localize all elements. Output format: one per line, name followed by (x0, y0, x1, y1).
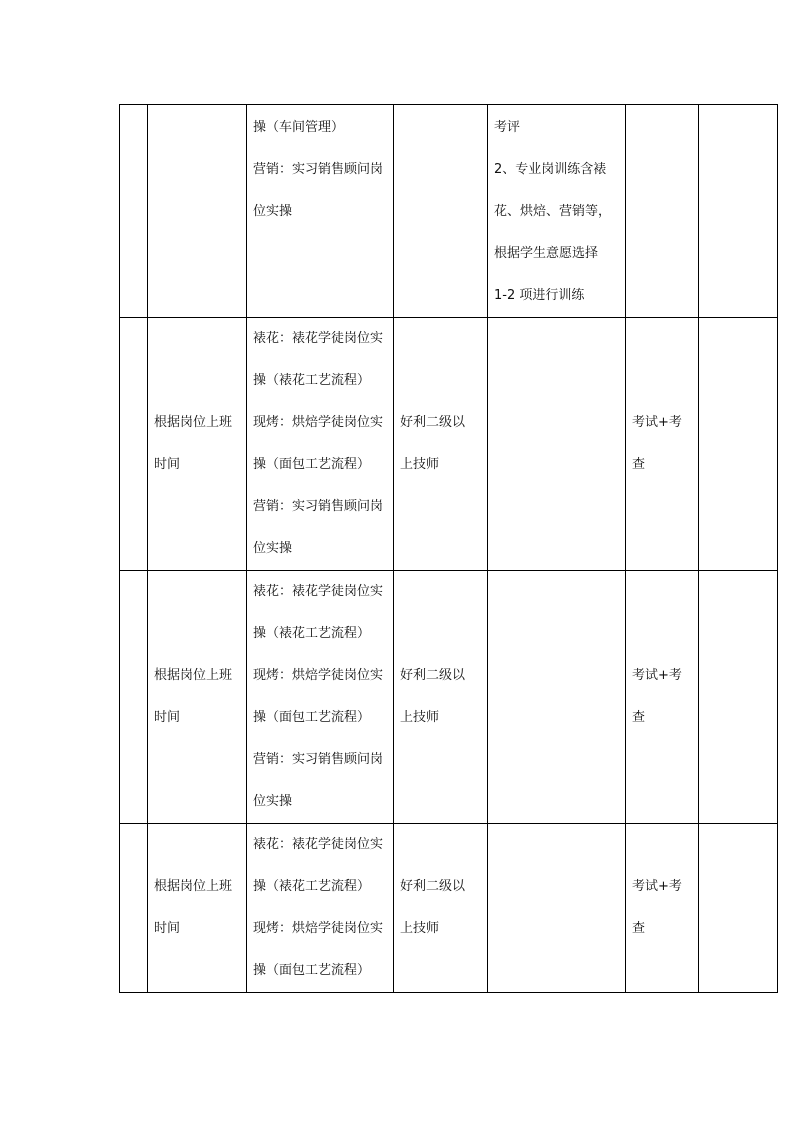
content-line: 操（裱花工艺流程） (253, 373, 371, 388)
content-line: 操（车间管理） (253, 120, 345, 135)
notes-cell (699, 824, 778, 993)
content-cell (247, 571, 394, 824)
content-line: 操（面包工艺流程） (253, 963, 371, 978)
content-line: 操（面包工艺流程） (253, 457, 371, 472)
time-line: 根据岗位上班 (154, 415, 233, 430)
assessment-cell (626, 571, 699, 824)
table-row (120, 824, 778, 993)
time-line: 时间 (154, 710, 181, 725)
content-line: 操（裱花工艺流程） (253, 626, 371, 641)
time-cell (148, 571, 247, 824)
teacher-line: 上技师 (400, 710, 440, 725)
assessment-line: 查 (632, 457, 646, 472)
time-line: 根据岗位上班 (154, 668, 233, 683)
training-schedule-table (119, 104, 778, 993)
content-line: 位实操 (253, 794, 293, 809)
assessment-line: 考试+考 (632, 415, 682, 430)
assessment-cell (626, 318, 699, 571)
time-line: 根据岗位上班 (154, 879, 233, 894)
assessment-line: 查 (632, 921, 646, 936)
content-line: 裱花：裱花学徒岗位实 (253, 837, 384, 852)
teacher-cell (394, 824, 488, 993)
remark-cell (488, 571, 626, 824)
assessment-line: 查 (632, 710, 646, 725)
content-cell (247, 824, 394, 993)
notes-cell (699, 318, 778, 571)
notes-cell (699, 105, 778, 318)
time-line: 时间 (154, 921, 181, 936)
teacher-cell (394, 571, 488, 824)
index-cell (120, 824, 148, 993)
content-line: 现烤：烘焙学徒岗位实 (253, 921, 384, 936)
teacher-line: 好利二级以 (400, 415, 466, 430)
remark-line: 根据学生意愿选择 (494, 246, 599, 261)
content-line: 营销：实习销售顾问岗 (253, 752, 384, 767)
index-cell (120, 318, 148, 571)
remark-line: 2、专业岗训练含裱 (494, 162, 607, 177)
content-line: 操（面包工艺流程） (253, 710, 371, 725)
content-line: 位实操 (253, 541, 293, 556)
remark-cell (488, 105, 626, 318)
index-cell (120, 105, 148, 318)
remark-line: 花、烘焙、营销等， (494, 204, 612, 219)
teacher-line: 好利二级以 (400, 668, 466, 683)
remark-line: 考评 (494, 120, 521, 135)
time-cell (148, 318, 247, 571)
content-line: 位实操 (253, 204, 293, 219)
table-row (120, 571, 778, 824)
assessment-cell (626, 824, 699, 993)
assessment-line: 考试+考 (632, 879, 682, 894)
teacher-line: 上技师 (400, 921, 440, 936)
notes-cell (699, 571, 778, 824)
content-line: 裱花：裱花学徒岗位实 (253, 584, 384, 599)
teacher-cell (394, 318, 488, 571)
time-cell (148, 824, 247, 993)
content-cell (247, 318, 394, 571)
remark-cell (488, 824, 626, 993)
table-row (120, 105, 778, 318)
time-cell (148, 105, 247, 318)
remark-cell (488, 318, 626, 571)
teacher-cell (394, 105, 488, 318)
content-line: 现烤：烘焙学徒岗位实 (253, 415, 384, 430)
assessment-cell (626, 105, 699, 318)
index-cell (120, 571, 148, 824)
teacher-line: 好利二级以 (400, 879, 466, 894)
content-line: 现烤：烘焙学徒岗位实 (253, 668, 384, 683)
content-line: 裱花：裱花学徒岗位实 (253, 331, 384, 346)
time-line: 时间 (154, 457, 181, 472)
content-cell (247, 105, 394, 318)
content-line: 营销：实习销售顾问岗 (253, 499, 384, 514)
assessment-line: 考试+考 (632, 668, 682, 683)
table-row (120, 318, 778, 571)
remark-line: 1-2 项进行训练 (494, 288, 585, 303)
content-line: 营销：实习销售顾问岗 (253, 162, 384, 177)
teacher-line: 上技师 (400, 457, 440, 472)
content-line: 操（裱花工艺流程） (253, 879, 371, 894)
